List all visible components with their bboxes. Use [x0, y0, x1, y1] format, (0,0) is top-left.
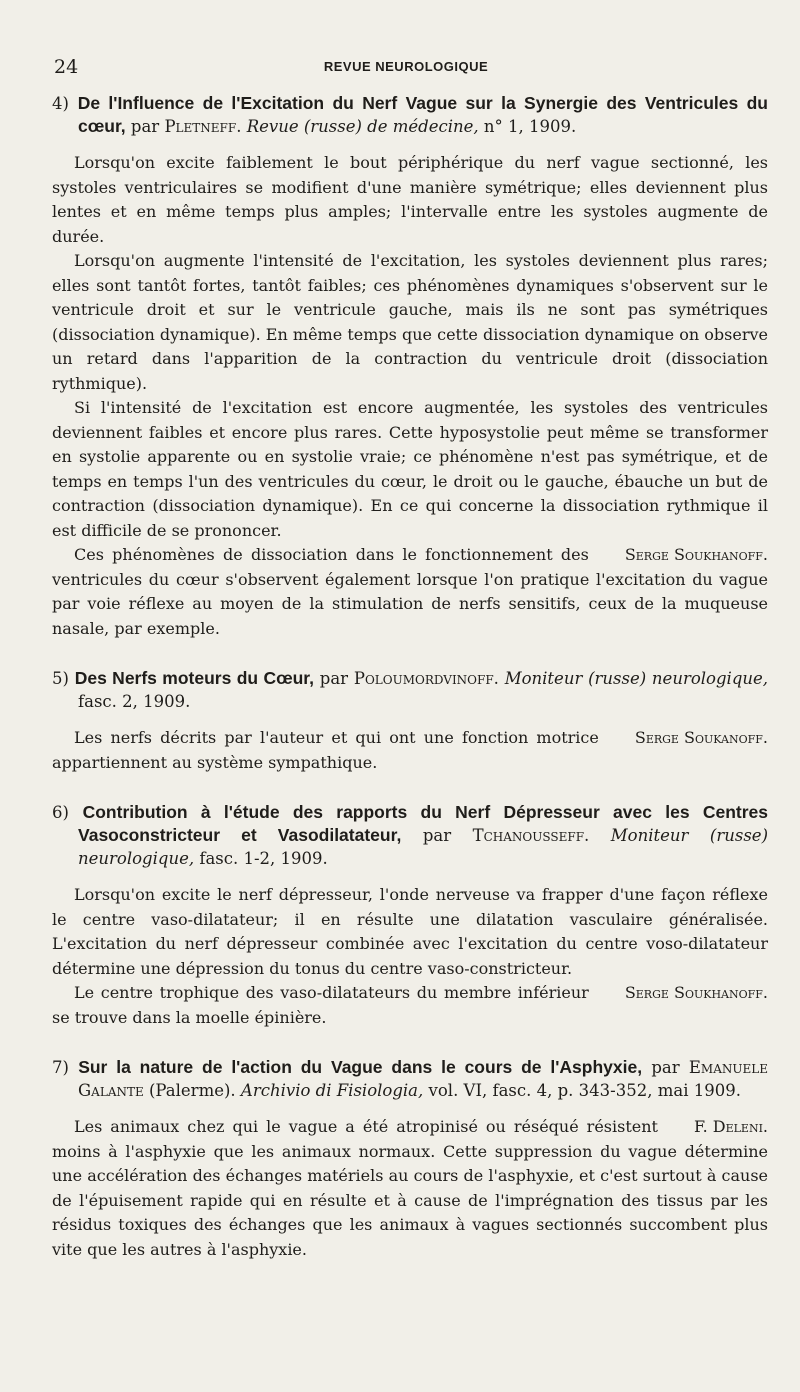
- article-heading: [52, 667, 768, 713]
- article-ref: fasc. 1-2, 1909.: [199, 849, 328, 868]
- article-source: Moniteur (russe) neurologique,: [504, 669, 769, 688]
- article-4: [52, 92, 768, 641]
- article-by: par: [422, 826, 452, 845]
- article-number: 7): [52, 1058, 69, 1077]
- article-by: par: [651, 1058, 680, 1077]
- paragraph: [52, 726, 768, 775]
- article-source: Revue (russe) de médecine,: [246, 117, 479, 136]
- paragraph: Si l'intensité de l'excitation est encore augmentée, les systoles des ventricules deviennent faibles et encore plus rares. Cette hyposystolie peut même se transformer en systolie apparente ou en systolie vraie; ce phénomène n'est pas symétrique, et de temps en temps l'un des ventricules du cœur, le droit ou le gauche, ébauche un but de contraction (dissociation dynamique). En ce qui concerne la dissociation rythmique il est difficile de se prononcer.: [52, 398, 768, 540]
- article-author: Poloumordvinoff.: [353, 669, 499, 688]
- paragraph-text: Les animaux chez qui le vague a été atropinisé ou réséqué résistent moins à l'asphyxie que les animaux normaux. Cette suppression du vague détermine une accélération des échanges matériels au cours de l'asphyxie, et c'est surtout à cause de l'épuisement rapide qui en résulte et à cause de l'imprégnation des tissus par les résidus toxiques des échanges que les animaux à vagues sectionnés succombent plus vite que les autres à l'asphyxie.: [52, 1117, 768, 1259]
- page-body: [52, 92, 768, 1288]
- article-title: Sur la nature de l'action du Vague dans le cours de l'Asphyxie,: [78, 1057, 643, 1077]
- page-number: 24: [54, 56, 79, 78]
- article-title: De l'Influence de l'Excitation du Nerf Vague sur la Synergie des Ventricules du cœur,: [77, 93, 768, 136]
- article-source: Moniteur (russe) neurologique,: [78, 826, 769, 868]
- running-header: [52, 56, 760, 82]
- article-author: Emanuele Galante: [78, 1058, 768, 1100]
- paragraph-text: Le centre trophique des vaso-dilatateurs du membre inférieur se trouve dans la moelle épinière.: [52, 983, 589, 1027]
- article-source: Archivio di Fisiologia,: [240, 1081, 424, 1100]
- article-heading: [52, 92, 768, 138]
- paragraph-text: Ces phénomènes de dissociation dans le fonctionnement des ventricules du cœur s'observent également lorsque l'on pratique l'excitation du vague par voie réflexe au moyen de la stimulation de nerfs sensitifs, ceux de la muqueuse nasale, par exemple.: [52, 545, 768, 638]
- paragraph: [52, 1115, 768, 1262]
- article-author: Pletneff.: [164, 117, 242, 136]
- signature: Serge Soukanoff.: [634, 728, 768, 747]
- paragraph: Lorsqu'on augmente l'intensité de l'excitation, les systoles deviennent plus rares; elles sont tantôt fortes, tantôt faibles; ces phénomènes dynamiques s'observent sur le ventricule droit et sur le ventricule gauche, mais ils ne sont pas symétriques (dissociation dynamique). En même temps que cette dissociation dynamique on observe un retard dans l'apparition de la contraction du ventricule droit (dissociation rythmique).: [52, 251, 768, 393]
- paragraph-text: Les nerfs décrits par l'auteur et qui ont une fonction motrice appartiennent au système sympathique.: [52, 728, 599, 772]
- article-number: 5): [52, 669, 69, 688]
- article-ref: n° 1, 1909.: [483, 117, 577, 136]
- article-by: par: [130, 117, 160, 136]
- signature: Serge Soukhanoff.: [624, 545, 768, 564]
- article-number: 4): [52, 94, 69, 113]
- article-author-note: (Palerme).: [149, 1081, 236, 1100]
- paragraph: [52, 543, 768, 641]
- article-6: [52, 801, 768, 1030]
- journal-title: REVUE NEUROLOGIQUE: [323, 59, 489, 74]
- article-ref: fasc. 2, 1909.: [78, 692, 191, 711]
- article-number: 6): [52, 803, 69, 822]
- paragraph: Lorsqu'on excite le nerf dépresseur, l'onde nerveuse va frapper d'une façon réflexe le centre vaso-dilatateur; il en résulte une dilatation vasculaire généralisée. L'excitation du nerf dépresseur combinée avec l'excitation du centre voso-dilatateur détermine une dépression du tonus du centre vaso-constricteur.: [52, 885, 768, 978]
- article-heading: [52, 801, 768, 870]
- paragraph: [52, 981, 768, 1030]
- article-author: Tchanousseff.: [472, 826, 590, 845]
- paragraph: Lorsqu'on excite faiblement le bout périphérique du nerf vague sectionné, les systoles ventriculaires se modifient d'une manière symétrique; elles deviennent plus lentes et en même temps plus amples; l'intervalle entre les systoles augmente de durée.: [52, 153, 768, 246]
- signature: F. Deleni.: [693, 1117, 768, 1136]
- article-title: Contribution à l'étude des rapports du Nerf Dépresseur avec les Centres Vasoconstricteur et Vasodilatateur,: [78, 802, 769, 845]
- article-7: [52, 1056, 768, 1262]
- article-by: par: [319, 669, 349, 688]
- article-title: Des Nerfs moteurs du Cœur,: [74, 668, 315, 688]
- article-heading: [52, 1056, 768, 1102]
- signature: Serge Soukhanoff.: [624, 983, 768, 1002]
- article-ref: vol. VI, fasc. 4, p. 343-352, mai 1909.: [428, 1081, 741, 1100]
- article-5: [52, 667, 768, 775]
